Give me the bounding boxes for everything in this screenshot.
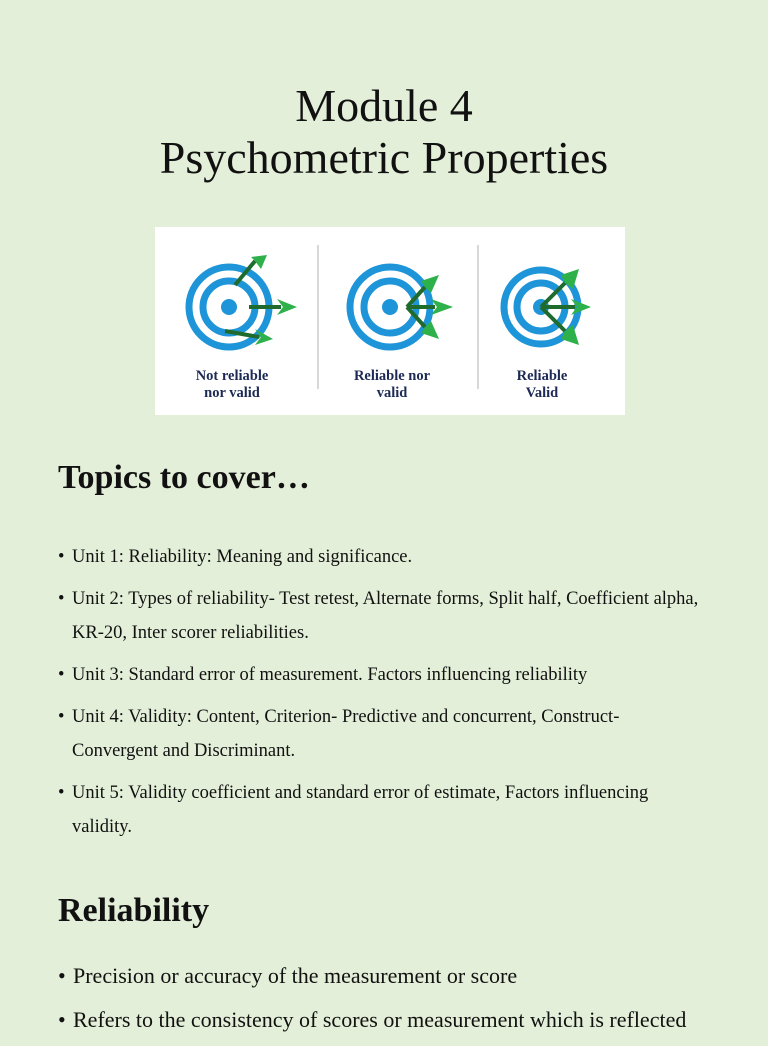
reliability-heading: Reliability: [58, 892, 210, 929]
topics-heading: Topics to cover…: [58, 459, 310, 496]
topic-item-unit-2: • Unit 2: Types of reliability- Test retest, Alternate forms, Split half, Coefficient alpha, KR-20, Inter scorer reliabilities.: [58, 582, 708, 650]
caption-3-line-1: Reliable: [516, 368, 568, 384]
topic-item-unit-5: • Unit 5: Validity coefficient and standard error of estimate, Factors influencing validity.: [58, 776, 708, 844]
topic-item-unit-1: • Unit 1: Reliability: Meaning and significance.: [58, 540, 708, 574]
reliability-list: [58, 958, 718, 1046]
caption-2-line-2: valid: [376, 385, 408, 401]
reliability-item-consistency: • Refers to the consistency of scores or measurement which is reflected: [58, 1002, 718, 1038]
reliability-item-precision: • Precision or accuracy of the measurement or score: [58, 958, 718, 994]
topics-list: [58, 540, 708, 852]
caption-1-line-2: nor valid: [204, 385, 260, 401]
caption-3-line-2: Valid: [525, 385, 559, 401]
title-line-2: Psychometric Properties: [159, 132, 609, 183]
caption-2-line-1: Reliable nor: [353, 368, 431, 384]
targets-illustration: [155, 227, 625, 415]
reliability-validity-figure: [155, 227, 625, 415]
caption-1-line-1: Not reliable: [195, 368, 269, 384]
title-line-1: Module 4: [295, 80, 473, 131]
topic-item-unit-4: • Unit 4: Validity: Content, Criterion- Predictive and concurrent, Construct- Convergent and Discriminant.: [58, 700, 708, 768]
page-title: [0, 80, 768, 184]
topic-item-unit-3: • Unit 3: Standard error of measurement. Factors influencing reliability: [58, 658, 708, 692]
